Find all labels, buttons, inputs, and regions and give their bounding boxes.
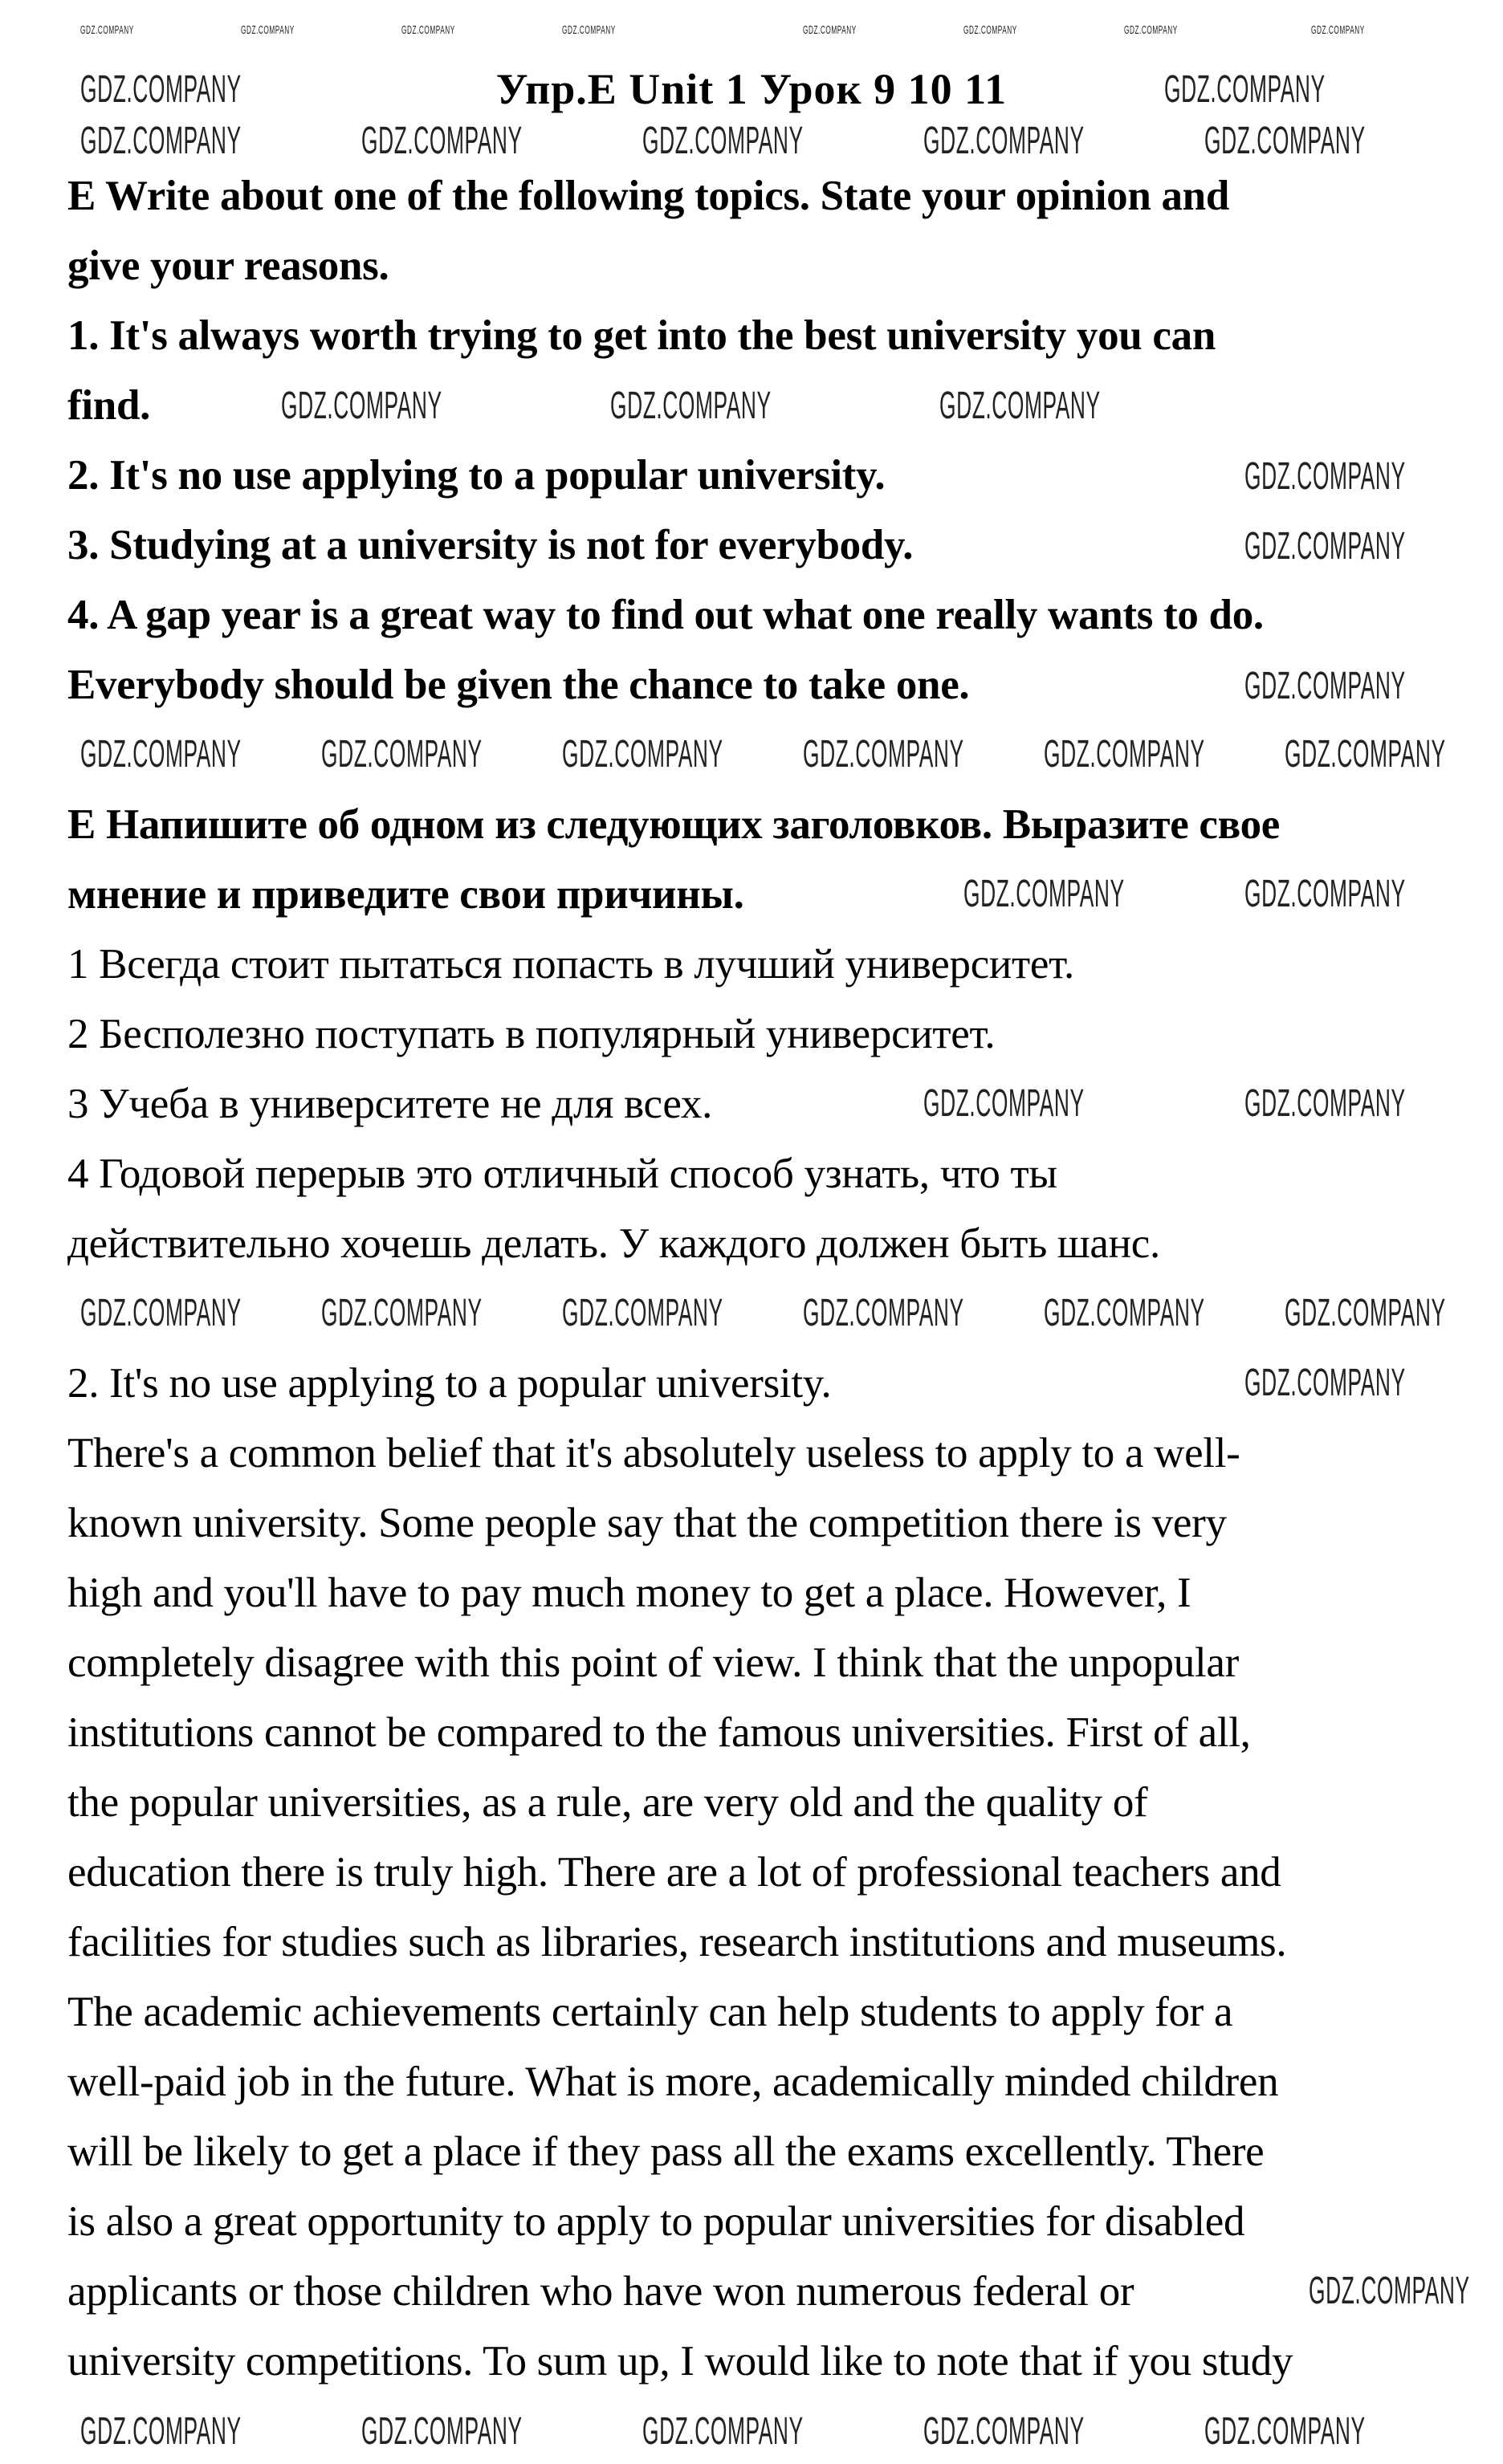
topic-ru-1: 1 Всегда стоит пытаться попасть в лучший университет. [67, 941, 1074, 988]
watermark: GDZ.COMPANY [80, 733, 242, 776]
watermark: GDZ.COMPANY [1244, 665, 1406, 707]
topic-ru-4: 4 Годовой перерыв это отличный способ узнать, что ты [67, 1151, 1057, 1197]
topic-ru-2: 2 Бесполезно поступать в популярный университет. [67, 1011, 996, 1057]
watermark: GDZ.COMPANY [562, 1292, 723, 1334]
watermark-small: GDZ.COMPANY [401, 23, 455, 37]
answer-line: known university. Some people say that the competition there is very [67, 1500, 1227, 1546]
answer-topic: 2. It's no use applying to a popular university. [67, 1360, 832, 1407]
watermark: GDZ.COMPANY [1309, 2270, 1470, 2312]
answer-line: university competitions. To sum up, I would like to note that if you study [67, 2338, 1293, 2385]
watermark-small: GDZ.COMPANY [1124, 23, 1178, 37]
topic-2: 2. It's no use applying to a popular university. [67, 452, 886, 499]
watermark: GDZ.COMPANY [923, 1082, 1085, 1125]
topic-3: 3. Studying at a university is not for everybody. [67, 522, 914, 568]
answer-line: education there is truly high. There are a lot of professional teachers and [67, 1849, 1281, 1896]
watermark: GDZ.COMPANY [80, 2410, 242, 2453]
answer-line: completely disagree with this point of view. I think that the unpopular [67, 1639, 1239, 1686]
task-line: E Write about one of the following topics. State your opinion and [67, 173, 1230, 219]
watermark: GDZ.COMPANY [1285, 733, 1446, 776]
watermark: GDZ.COMPANY [361, 2410, 523, 2453]
answer-line: facilities for studies such as libraries, research institutions and museums. [67, 1919, 1287, 1965]
watermark-small: GDZ.COMPANY [241, 23, 295, 37]
watermark-small: GDZ.COMPANY [963, 23, 1017, 37]
watermark: GDZ.COMPANY [80, 68, 242, 111]
watermark: GDZ.COMPANY [1244, 1082, 1406, 1125]
watermark-small: GDZ.COMPANY [803, 23, 857, 37]
topic-1-cont: find. [67, 382, 151, 429]
answer-line: institutions cannot be compared to the famous universities. First of all, [67, 1709, 1251, 1756]
watermark-small: GDZ.COMPANY [80, 23, 134, 37]
topic-4: 4. A gap year is a great way to find out what one really wants to do. [67, 592, 1264, 638]
topic-1: 1. It's always worth trying to get into the best university you can [67, 312, 1216, 359]
watermark: GDZ.COMPANY [1244, 455, 1406, 498]
watermark-small: GDZ.COMPANY [562, 23, 616, 37]
watermark: GDZ.COMPANY [281, 385, 442, 427]
watermark: GDZ.COMPANY [1164, 68, 1326, 111]
watermark-small: GDZ.COMPANY [1311, 23, 1365, 37]
topic-4-cont: Everybody should be given the chance to take one. [67, 662, 970, 708]
answer-line: the popular universities, as a rule, are very old and the quality of [67, 1779, 1148, 1826]
answer-line: The academic achievements certainly can help students to apply for a [67, 1989, 1233, 2035]
watermark: GDZ.COMPANY [1244, 525, 1406, 568]
watermark: GDZ.COMPANY [1204, 2410, 1366, 2453]
watermark: GDZ.COMPANY [361, 120, 523, 162]
watermark: GDZ.COMPANY [939, 385, 1101, 427]
watermark: GDZ.COMPANY [1244, 873, 1406, 915]
answer-line: will be likely to get a place if they pass all the exams excellently. There [67, 2128, 1265, 2175]
answer-line: There's a common belief that it's absolutely useless to apply to a well- [67, 1430, 1240, 1476]
watermark: GDZ.COMPANY [1244, 1362, 1406, 1404]
watermark: GDZ.COMPANY [562, 733, 723, 776]
task-english [67, 161, 1464, 720]
watermark: GDZ.COMPANY [803, 733, 964, 776]
watermark: GDZ.COMPANY [963, 873, 1125, 915]
watermark: GDZ.COMPANY [1204, 120, 1366, 162]
watermark: GDZ.COMPANY [642, 120, 804, 162]
watermark: GDZ.COMPANY [1285, 1292, 1446, 1334]
watermark: GDZ.COMPANY [803, 1292, 964, 1334]
answer-line: well-paid job in the future. What is more, academically minded children [67, 2059, 1279, 2105]
watermark: GDZ.COMPANY [321, 733, 483, 776]
answer-line: high and you'll have to pay much money to get a place. However, I [67, 1570, 1191, 1616]
task-ru-heading: E Напишите об одном из следующих заголовков. Выразите свое [67, 801, 1280, 848]
answer-line: is also a great opportunity to apply to popular universities for disabled [67, 2198, 1245, 2245]
topic-ru-3: 3 Учеба в университете не для всех. [67, 1081, 713, 1127]
watermark: GDZ.COMPANY [1044, 1292, 1205, 1334]
topic-ru-4-cont: действительно хочешь делать. У каждого должен быть шанс. [67, 1220, 1160, 1267]
watermark: GDZ.COMPANY [80, 120, 242, 162]
watermark: GDZ.COMPANY [923, 2410, 1085, 2453]
watermark: GDZ.COMPANY [610, 385, 772, 427]
watermark: GDZ.COMPANY [923, 120, 1085, 162]
answer-line: applicants or those children who have won numerous federal or [67, 2268, 1134, 2315]
answer [67, 1349, 1464, 2397]
task-line: give your reasons. [67, 242, 389, 289]
watermark: GDZ.COMPANY [80, 1292, 242, 1334]
page-title: Упр.E Unit 1 Урок 9 10 11 [495, 65, 1008, 113]
watermark: GDZ.COMPANY [642, 2410, 804, 2453]
task-ru-heading: мнение и приведите свои причины. [67, 871, 744, 918]
task-russian [67, 790, 1464, 1279]
watermark: GDZ.COMPANY [321, 1292, 483, 1334]
watermark: GDZ.COMPANY [1044, 733, 1205, 776]
